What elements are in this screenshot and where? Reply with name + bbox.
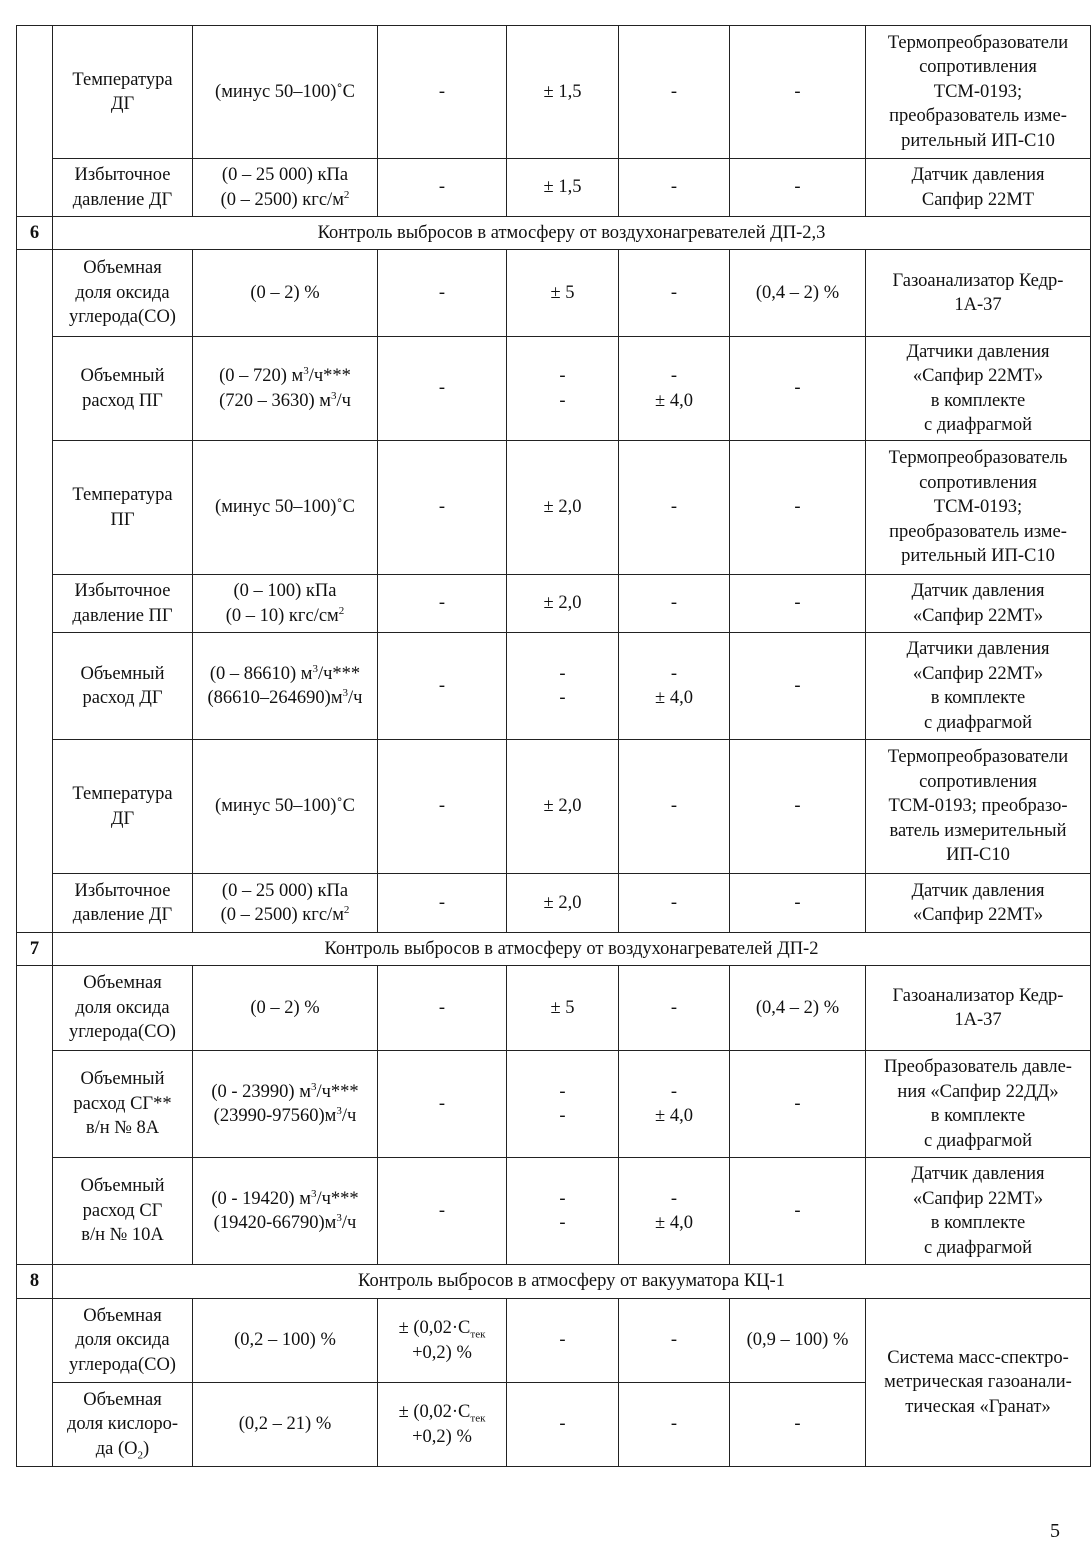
abs-formula: ± (0,02·С xyxy=(398,1402,471,1422)
row-number-cell xyxy=(17,1299,53,1467)
range-cell xyxy=(193,575,378,633)
indication-range-cell: - xyxy=(730,633,866,740)
param-cell: Температура ДГ xyxy=(53,740,193,874)
range-line: (0 – 25 000) кПа xyxy=(221,880,349,901)
row-number-cell xyxy=(17,26,53,217)
superscript: 3 xyxy=(330,389,337,402)
section-header-row xyxy=(17,1265,1091,1299)
page-number: 5 xyxy=(1050,1520,1060,1542)
reduced-error-cell: - - xyxy=(507,337,619,441)
reduced-error-cell: ± 2,0 xyxy=(507,874,619,933)
table-row xyxy=(17,1051,1091,1158)
table-row xyxy=(17,250,1091,337)
indication-range-cell: - xyxy=(730,159,866,217)
reduced-error-cell: - - xyxy=(507,1051,619,1158)
section-header-row xyxy=(17,217,1091,250)
param-cell: Температура ДГ xyxy=(53,26,193,159)
table-row xyxy=(17,441,1091,575)
subscript: 2 xyxy=(137,1449,144,1462)
range-line-tail: /ч xyxy=(336,390,351,411)
reduced-error-cell: ± 2,0 xyxy=(507,740,619,874)
measurement-table xyxy=(16,25,1091,1467)
superscript: 3 xyxy=(310,1080,317,1093)
instrument-cell: Газоанализатор Кедр- 1А-37 xyxy=(866,250,1091,337)
superscript: 2 xyxy=(338,604,345,617)
section-number: 8 xyxy=(17,1265,53,1299)
rel-error-cell: - xyxy=(619,441,730,575)
abs-formula: ± (0,02·С xyxy=(398,1318,471,1338)
range-line: (23990-97560)м xyxy=(213,1106,337,1126)
param-cell: Избыточное давление ПГ xyxy=(53,575,193,633)
section-title: Контроль выбросов в атмосферу от вакууматора КЦ-1 xyxy=(53,1265,1091,1299)
indication-range-cell: - xyxy=(730,1158,866,1265)
superscript: 3 xyxy=(336,1104,342,1117)
abs-error-cell: - xyxy=(378,441,507,575)
reduced-error-cell: ± 5 xyxy=(507,966,619,1051)
range-line-tail: /ч*** xyxy=(308,366,351,386)
row-number-cell xyxy=(17,250,53,933)
indication-range-cell: - xyxy=(730,575,866,633)
abs-error-cell xyxy=(378,1299,507,1383)
instrument-cell: Термопреобразователи сопротивления ТСМ-0193; преобразователь изме- рительный ИП-С10 xyxy=(866,26,1091,159)
range-line: (720 – 3630) м xyxy=(219,390,331,411)
rel-error-cell: - ± 4,0 xyxy=(619,633,730,740)
reduced-error-cell: - - xyxy=(507,1158,619,1265)
table-row xyxy=(17,1299,1091,1383)
range-line: (0 – 86610) м xyxy=(209,663,313,684)
range-cell: (0,2 – 21) % xyxy=(193,1383,378,1467)
param-cell xyxy=(53,1383,193,1467)
range-cell: (минус 50–100)˚С xyxy=(193,441,378,575)
range-line-tail: /ч*** xyxy=(317,663,361,684)
superscript: 2 xyxy=(343,188,350,201)
rel-error-cell: - xyxy=(619,1383,730,1467)
rel-error-cell: - xyxy=(619,740,730,874)
range-line: (19420-66790)м xyxy=(213,1213,337,1233)
range-line: (0 – 25 000) кПа xyxy=(221,165,349,185)
range-line: (0 - 19420) м xyxy=(211,1188,311,1209)
table-row xyxy=(17,874,1091,933)
range-line-tail: /ч*** xyxy=(316,1081,359,1102)
table-row xyxy=(17,966,1091,1051)
range-cell: (минус 50–100)˚С xyxy=(193,26,378,159)
indication-range-cell: - xyxy=(730,874,866,933)
range-cell xyxy=(193,1158,378,1265)
indication-range-cell: (0,4 – 2) % xyxy=(730,966,866,1051)
table-row xyxy=(17,633,1091,740)
range-cell xyxy=(193,874,378,933)
rel-error-cell: - xyxy=(619,26,730,159)
row-number-cell xyxy=(17,966,53,1265)
table-row xyxy=(17,26,1091,159)
instrument-cell: Датчик давления «Сапфир 22МТ» xyxy=(866,874,1091,933)
rel-error-cell: - ± 4,0 xyxy=(619,1051,730,1158)
subscript: тек xyxy=(470,1412,486,1425)
table-row xyxy=(17,159,1091,217)
superscript: 3 xyxy=(303,364,309,377)
reduced-error-cell: ± 1,5 xyxy=(507,159,619,217)
table-row xyxy=(17,575,1091,633)
instrument-cell: Система масс-спектро- метрическая газоанали- тическая «Гранат» xyxy=(866,1299,1091,1467)
param-text: Объемная доля кислоро- да (О xyxy=(66,1389,179,1459)
range-line: (86610–264690)м xyxy=(207,688,343,708)
param-cell: Объемная доля оксида углерода(СО) xyxy=(53,966,193,1051)
instrument-cell: Термопреобразователи сопротивления ТСМ-0193; преобразо- ватель измерительный ИП-С10 xyxy=(866,740,1091,874)
range-line-tail: /ч xyxy=(341,1106,357,1126)
superscript: 2 xyxy=(343,903,350,916)
abs-error-cell: - xyxy=(378,1158,507,1265)
rel-error-cell: - xyxy=(619,575,730,633)
instrument-cell: Датчики давления «Сапфир 22МТ» в комплекте с диафрагмой xyxy=(866,633,1091,740)
indication-range-cell: - xyxy=(730,441,866,575)
param-cell: Объемный расход ПГ xyxy=(53,337,193,441)
section-number: 6 xyxy=(17,217,53,250)
indication-range-cell: - xyxy=(730,740,866,874)
abs-error-cell: - xyxy=(378,575,507,633)
rel-error-cell: - xyxy=(619,966,730,1051)
range-line-tail: /ч xyxy=(341,1213,357,1233)
abs-error-cell: - xyxy=(378,966,507,1051)
abs-error-cell: - xyxy=(378,159,507,217)
reduced-error-cell: - xyxy=(507,1383,619,1467)
indication-range-cell: - xyxy=(730,1051,866,1158)
table-row xyxy=(17,740,1091,874)
range-cell: (минус 50–100)˚С xyxy=(193,740,378,874)
param-cell: Объемный расход ДГ xyxy=(53,633,193,740)
superscript: 3 xyxy=(336,1211,342,1224)
abs-error-cell: - xyxy=(378,633,507,740)
rel-error-cell: - ± 4,0 xyxy=(619,1158,730,1265)
indication-range-cell: - xyxy=(730,337,866,441)
instrument-cell: Датчик давления «Сапфир 22МТ» в комплекте с диафрагмой xyxy=(866,1158,1091,1265)
instrument-cell: Датчик давления «Сапфир 22МТ» xyxy=(866,575,1091,633)
rel-error-cell: - xyxy=(619,159,730,217)
param-cell: Объемный расход СГ в/н № 10А xyxy=(53,1158,193,1265)
abs-error-cell: - xyxy=(378,740,507,874)
param-cell: Объемная доля оксида углерода(СО) xyxy=(53,1299,193,1383)
param-text-tail: ) xyxy=(143,1438,150,1459)
rel-error-cell: - xyxy=(619,1299,730,1383)
abs-error-cell: - xyxy=(378,26,507,159)
section-number: 7 xyxy=(17,933,53,966)
range-line: (0 - 23990) м xyxy=(211,1081,311,1102)
instrument-cell: Газоанализатор Кедр- 1А-37 xyxy=(866,966,1091,1051)
param-cell: Объемный расход СГ** в/н № 8А xyxy=(53,1051,193,1158)
indication-range-cell: - xyxy=(730,26,866,159)
range-cell: (0 – 2) % xyxy=(193,966,378,1051)
range-line: (0 – 720) м xyxy=(219,366,304,386)
abs-error-cell: - xyxy=(378,874,507,933)
instrument-cell: Датчики давления «Сапфир 22МТ» в комплекте с диафрагмой xyxy=(866,337,1091,441)
rel-error-cell: - xyxy=(619,874,730,933)
range-cell xyxy=(193,337,378,441)
param-cell: Избыточное давление ДГ xyxy=(53,874,193,933)
abs-error-cell: - xyxy=(378,1051,507,1158)
range-line-tail: /ч*** xyxy=(316,1188,359,1209)
param-cell: Температура ПГ xyxy=(53,441,193,575)
section-header-row xyxy=(17,933,1091,966)
range-line: (0 – 100) кПа xyxy=(233,581,337,601)
section-title: Контроль выбросов в атмосферу от воздухонагревателей ДП-2 xyxy=(53,933,1091,966)
reduced-error-cell: ± 2,0 xyxy=(507,441,619,575)
instrument-cell: Датчик давления Сапфир 22МТ xyxy=(866,159,1091,217)
reduced-error-cell: ± 1,5 xyxy=(507,26,619,159)
abs-error-cell xyxy=(378,1383,507,1467)
table-row xyxy=(17,337,1091,441)
superscript: 3 xyxy=(312,662,318,675)
superscript: 3 xyxy=(310,1187,317,1200)
indication-range-cell: - xyxy=(730,1383,866,1467)
rel-error-cell: - xyxy=(619,250,730,337)
range-line-tail: /ч xyxy=(348,688,363,708)
reduced-error-cell: - xyxy=(507,1299,619,1383)
param-cell: Объемная доля оксида углерода(СО) xyxy=(53,250,193,337)
abs-formula-tail: +0,2) % xyxy=(412,1426,472,1447)
subscript: тек xyxy=(470,1328,486,1341)
rel-error-cell: - ± 4,0 xyxy=(619,337,730,441)
indication-range-cell: (0,9 – 100) % xyxy=(730,1299,866,1383)
instrument-cell: Преобразователь давле- ния «Сапфир 22ДД» в комплекте с диафрагмой xyxy=(866,1051,1091,1158)
range-line: (0 – 10) кгс/см xyxy=(225,605,339,626)
range-cell xyxy=(193,1051,378,1158)
abs-error-cell: - xyxy=(378,337,507,441)
superscript: 3 xyxy=(342,686,349,699)
range-cell xyxy=(193,633,378,740)
range-cell: (0 – 2) % xyxy=(193,250,378,337)
abs-error-cell: - xyxy=(378,250,507,337)
param-cell: Избыточное давление ДГ xyxy=(53,159,193,217)
reduced-error-cell: ± 2,0 xyxy=(507,575,619,633)
instrument-cell: Термопреобразователь сопротивления ТСМ-0193; преобразователь изме- рительный ИП-С10 xyxy=(866,441,1091,575)
abs-formula-tail: +0,2) % xyxy=(412,1342,472,1363)
range-cell: (0,2 – 100) % xyxy=(193,1299,378,1383)
table-row xyxy=(17,1158,1091,1265)
indication-range-cell: (0,4 – 2) % xyxy=(730,250,866,337)
section-title: Контроль выбросов в атмосферу от воздухонагревателей ДП-2,3 xyxy=(53,217,1091,250)
range-line: (0 – 2500) кгс/м xyxy=(220,189,344,210)
reduced-error-cell: - - xyxy=(507,633,619,740)
range-line: (0 – 2500) кгс/м xyxy=(220,905,344,925)
range-cell xyxy=(193,159,378,217)
reduced-error-cell: ± 5 xyxy=(507,250,619,337)
